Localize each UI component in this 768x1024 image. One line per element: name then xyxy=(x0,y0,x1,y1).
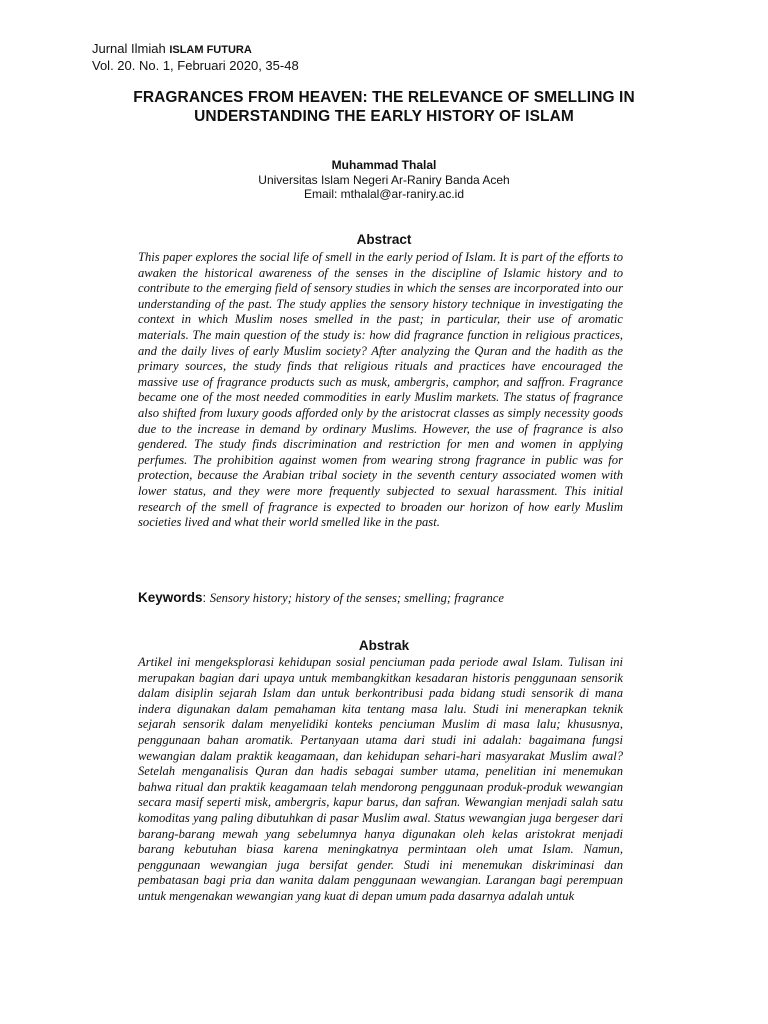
author-email: Email: mthalal@ar-raniry.ac.id xyxy=(303,187,464,201)
abstrak-text: Artikel ini mengeksplorasi kehidupan sosial penciuman pada periode awal Islam. Tulisan ini merupakan bagian dari upaya untuk membangkitkan kesadaran historis penggunaan sensorik dalam disiplin sejarah Islam dan untuk berkontribusi pada bidang studi sensorik di mana indera digunakan dalam pemahaman kita tentang masa lalu. Studi ini menerapkan teknik sejarah sensorik dalam menyelidiki konteks penciuman Muslim di masa lalu; khususnya, penggunaan bahan aromatik. Pertanyaan utama dari studi ini adalah: bagaimana fungsi wewangian dalam praktik keagamaan, dan kehidupan sehari-hari masyarakat Muslim awal? Setelah menganalisis Quran dan hadis sebagai sumber utama, penelitian ini menemukan bahwa ritual dan praktik keagamaan telah mendorong penggunaan produk-produk wewangian secara masif seperti misk, ambergris, kapur barus, dan safran. Wewangian menjadi salah satu komoditas yang paling dibutuhkan di pasar Muslim awal. Status wewangian juga bergeser dari barang-barang mewah yang sebelumnya hanya digunakan oleh kelas aristokrat menjadi barang kebutuhan biasa karena meningkatnya permintaan oleh umat Islam. Namun, penggunaan wewangian juga bersifat gender. Studi ini menemukan diskriminasi dan pembatasan bagi pria dan wanita dalam penggunaan wewangian. Larangan bagi perempuan untuk mengenakan wewangian yang kuat di depan umum pada dasarnya adalah untuk xyxy=(138,655,623,903)
volume-info: Vol. 20. No. 1, Februari 2020, 35-48 xyxy=(92,58,299,73)
article-title: FRAGRANCES FROM HEAVEN: THE RELEVANCE OF SMELLING IN UNDERSTANDING THE EARLY HISTORY OF ISLAM xyxy=(133,89,635,125)
keywords-label: Keywords xyxy=(138,590,203,605)
keywords-separator: : xyxy=(202,590,210,605)
abstract-text: This paper explores the social life of smell in the early period of Islam. It is part of the efforts to awaken the historical awareness of the senses in the discipline of Islamic history and to contribute to the emerging field of sensory studies in which the senses are incorporated into our understanding of the past. The study applies the sensory history technique in investigating the context in which Muslim noses smelled in the past; in particular, their use of aromatic materials. The main question of the study is: how did fragrance function in religious practices, and the daily lives of early Muslim society? After analyzing the Quran and the hadith as the primary sources, the study finds that religious rituals and practices have encouraged the massive use of fragrance products such as musk, ambergris, camphor, and saffron. Fragrance became one of the most needed commodities in early Muslim markets. The status of fragrance also shifted from luxury goods afforded only by the aristocrat classes as simply necessity goods due to the increase in demand by ordinary Muslims. However, the use of fragrance is also gendered. The study finds discrimination and restriction for men and women in applying perfumes. The prohibition against women from wearing strong fragrance in public was for protection, because the Arabian tribal society in the seventh century associated women with lower status, and they were more frequently subjected to sexual harassment. This initial research of the smell of fragrance is expected to broaden our horizon of how early Muslim societies lived and what their world smelled like in the past. xyxy=(138,250,623,530)
journal-name xyxy=(92,41,252,58)
journal-prefix: Jurnal Ilmiah xyxy=(92,41,170,56)
journal-title: ISLAM FUTURA xyxy=(169,44,252,56)
author-name: Muhammad Thalal xyxy=(331,158,437,172)
keywords-line xyxy=(138,590,628,606)
author-affiliation: Universitas Islam Negeri Ar-Raniry Banda Aceh xyxy=(258,172,510,187)
author-block xyxy=(134,158,634,202)
abstract-heading: Abstract xyxy=(356,232,412,247)
keywords-text: Sensory history; history of the senses; smelling; fragrance xyxy=(209,591,504,605)
abstrak-heading: Abstrak xyxy=(358,638,410,653)
